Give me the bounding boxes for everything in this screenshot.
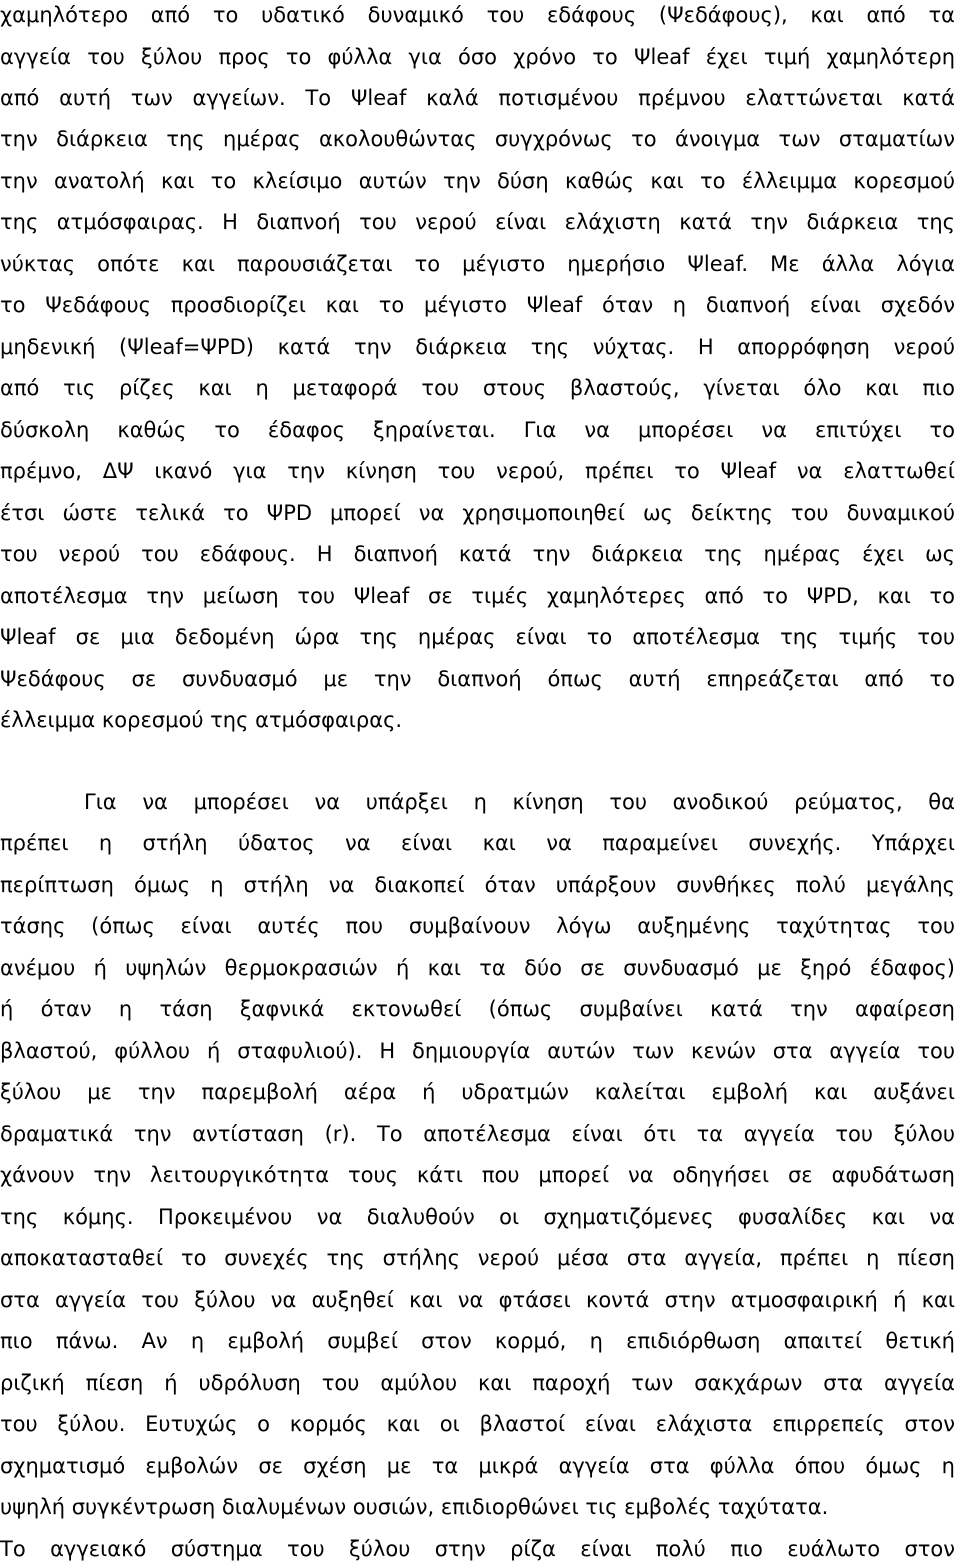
text-line: πρέμνο, ΔΨ ικανό για την κίνηση του νερού, πρέπει το Ψleaf να ελαττωθεί — [0, 459, 955, 483]
text-line: βλαστού, φύλλου ή σταφυλιού). Η δημιουργία αυτών των κενών στα αγγεία του — [0, 1039, 955, 1063]
text-line: ριζική πίεση ή υδρόλυση του αμύλου και παροχή των σακχάρων στα αγγεία — [0, 1371, 955, 1395]
text-line: Ψεδάφους σε συνδυασμό με την διαπνοή όπως αυτή επηρεάζεται από το — [0, 667, 955, 691]
text-line: υψηλή συγκέντρωση διαλυμένων ουσιών, επιδιορθώνει τις εμβολές ταχύτατα. — [0, 1495, 829, 1519]
text-line: του νερού του εδάφους. Η διαπνοή κατά την διάρκεια της ημέρας έχει ως — [0, 542, 955, 566]
text-line: της κόμης. Προκειμένου να διαλυθούν οι σχηματιζόμενες φυσαλίδες και να — [0, 1205, 955, 1229]
text-line: αποτέλεσμα την μείωση του Ψleaf σε τιμές χαμηλότερες από το ΨPD, και το — [0, 584, 955, 608]
text-line: από τις ρίζες και η μεταφορά του στους βλαστούς, γίνεται όλο και πιο — [0, 376, 955, 400]
text-line: μηδενική (Ψleaf=ΨPD) κατά την διάρκεια της νύχτας. Η απορρόφηση νερού — [0, 335, 955, 359]
text-line: δραματικά την αντίσταση (r). Το αποτέλεσμα είναι ότι τα αγγεία του ξύλου — [0, 1122, 955, 1146]
text-line: στα αγγεία του ξύλου να αυξηθεί και να φτάσει κοντά στην ατμοσφαιρική ή και — [0, 1288, 955, 1312]
text-line: σχηματισμό εμβολών σε σχέση με τα μικρά αγγεία στα φύλλα όπου όμως η — [0, 1454, 955, 1478]
text-line: Ψleaf σε μια δεδομένη ώρα της ημέρας είναι το αποτέλεσμα της τιμής του — [0, 625, 955, 649]
text-line: αγγεία του ξύλου προς το φύλλα για όσο χρόνο το Ψleaf έχει τιμή χαμηλότερη — [0, 45, 955, 69]
text-line: Το αγγειακό σύστημα του ξύλου στην ρίζα είναι πολύ πιο ευάλωτο στον — [0, 1537, 955, 1561]
text-line: χάνουν την λειτουργικότητα τους κάτι που μπορεί να οδηγήσει σε αφυδάτωση — [0, 1163, 955, 1187]
text-line: έλλειμμα κορεσμού της ατμόσφαιρας. — [0, 708, 403, 732]
text-line: από αυτή των αγγείων. Το Ψleaf καλά ποτισμένου πρέμνου ελαττώνεται κατά — [0, 86, 955, 110]
text-line: της ατμόσφαιρας. Η διαπνοή του νερού είναι ελάχιστη κατά την διάρκεια της — [0, 210, 955, 234]
text-line: ή όταν η τάση ξαφνικά εκτονωθεί (όπως συμβαίνει κατά την αφαίρεση — [0, 997, 955, 1021]
text-line: αποκατασταθεί το συνεχές της στήλης νερού μέσα στα αγγεία, πρέπει η πίεση — [0, 1246, 955, 1270]
text-line: πρέπει η στήλη ύδατος να είναι και να παραμείνει συνεχής. Υπάρχει — [0, 831, 955, 855]
text-line: τάσης (όπως είναι αυτές που συμβαίνουν λόγω αυξημένης ταχύτητας του — [0, 914, 955, 938]
text-line: έτσι ώστε τελικά το ΨPD μπορεί να χρησιμοποιηθεί ως δείκτης του δυναμικού — [0, 501, 955, 525]
text-line: χαμηλότερο από το υδατικό δυναμικό του εδάφους (Ψεδάφους), και από τα — [0, 3, 955, 27]
text-line: του ξύλου. Ευτυχώς ο κορμός και οι βλαστοί είναι ελάχιστα επιρρεπείς στον — [0, 1412, 955, 1436]
text-line: Για να μπορέσει να υπάρξει η κίνηση του ανοδικού ρεύματος, θα — [84, 790, 955, 814]
text-line: ανέμου ή υψηλών θερμοκρασιών ή και τα δύο σε συνδυασμό με ξηρό έδαφος) — [0, 956, 955, 980]
text-line: ξύλου με την παρεμβολή αέρα ή υδρατμών καλείται εμβολή και αυξάνει — [0, 1080, 955, 1104]
text-line: πιο πάνω. Αν η εμβολή συμβεί στον κορμό, η επιδιόρθωση απαιτεί θετική — [0, 1329, 955, 1353]
text-line: περίπτωση όμως η στήλη να διακοπεί όταν υπάρξουν συνθήκες πολύ μεγάλης — [0, 873, 955, 897]
text-line: την ανατολή και το κλείσιμο αυτών την δύση καθώς και το έλλειμμα κορεσμού — [0, 169, 955, 193]
text-line: νύκτας οπότε και παρουσιάζεται το μέγιστο ημερήσιο Ψleaf. Με άλλα λόγια — [0, 252, 955, 276]
text-line: δύσκολη καθώς το έδαφος ξηραίνεται. Για να μπορέσει να επιτύχει το — [0, 418, 955, 442]
text-line: το Ψεδάφους προσδιορίζει και το μέγιστο Ψleaf όταν η διαπνοή είναι σχεδόν — [0, 293, 955, 317]
text-line: την διάρκεια της ημέρας ακολουθώντας συγχρόνως το άνοιγμα των σταματίων — [0, 127, 955, 151]
